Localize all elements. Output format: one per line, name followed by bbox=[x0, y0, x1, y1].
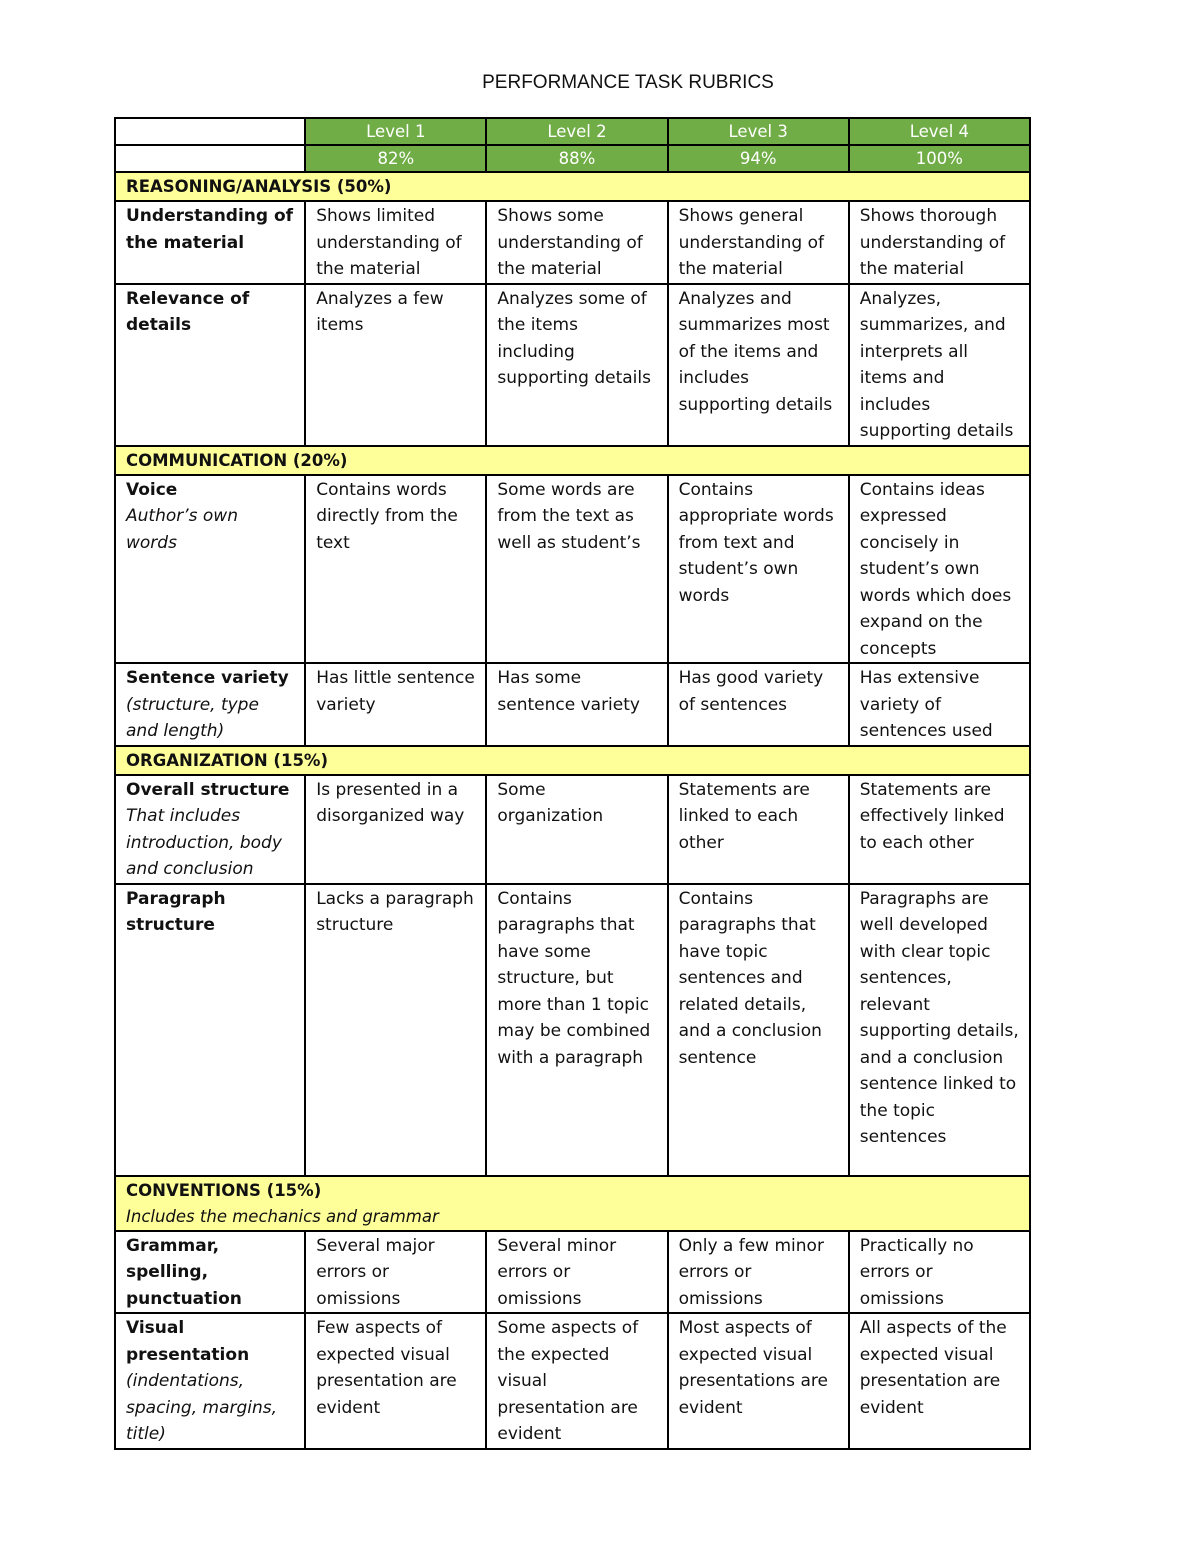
rubric-cell: Contains paragraphs that have topic sentences and related details, and a conclusion sentence bbox=[668, 884, 849, 1176]
level-name: Level 2 bbox=[486, 118, 667, 145]
rubric-cell: Paragraphs are well developed with clear topic sentences, relevant supporting details, and a conclusion sentence linked to the topic sentences bbox=[849, 884, 1030, 1176]
rubric-cell: Is presented in a disorganized way bbox=[305, 775, 486, 884]
table-row bbox=[115, 1313, 1030, 1449]
rubric-cell: Lacks a paragraph structure bbox=[305, 884, 486, 1176]
criterion-note: (indentations, spacing, margins, title) bbox=[126, 1371, 278, 1444]
rubric-cell: Only a few minor errors or omissions bbox=[668, 1231, 849, 1314]
rubric-cell: Shows limited understanding of the material bbox=[305, 201, 486, 284]
level-score: 94% bbox=[668, 145, 849, 172]
level-score: 88% bbox=[486, 145, 667, 172]
rubric-cell: Analyzes some of the items including supporting details bbox=[486, 284, 667, 446]
section-header bbox=[115, 1176, 1030, 1231]
rubric-cell: Some words are from the text as well as student’s bbox=[486, 475, 667, 664]
section-header bbox=[115, 746, 1030, 775]
rubric-cell: Statements are linked to each other bbox=[668, 775, 849, 884]
rubric-cell: Has good variety of sentences bbox=[668, 663, 849, 746]
rubric-cell: Practically no errors or omissions bbox=[849, 1231, 1030, 1314]
rubric-cell: Statements are effectively linked to each other bbox=[849, 775, 1030, 884]
table-row bbox=[115, 201, 1030, 284]
criterion-note: That includes introduction, body and conclusion bbox=[126, 806, 282, 879]
level-score: 82% bbox=[305, 145, 486, 172]
criterion-label: Overall structure bbox=[126, 779, 290, 800]
page-title: PERFORMANCE TASK RUBRICS bbox=[482, 72, 774, 93]
rubric-cell: Has extensive variety of sentences used bbox=[849, 663, 1030, 746]
rubric-cell: Contains appropriate words from text and student’s own words bbox=[668, 475, 849, 664]
rubric-cell: Has some sentence variety bbox=[486, 663, 667, 746]
section-title: REASONING/ANALYSIS (50%) bbox=[126, 177, 392, 196]
level-name-row bbox=[115, 118, 1030, 145]
criterion-label: Paragraph structure bbox=[126, 888, 226, 935]
rubric-cell: Some aspects of the expected visual presentation are evident bbox=[486, 1313, 667, 1449]
table-row bbox=[115, 284, 1030, 446]
rubric-cell: Contains ideas expressed concisely in student’s own words which does expand on the concepts bbox=[849, 475, 1030, 664]
level-name: Level 4 bbox=[849, 118, 1030, 145]
rubric-cell: Few aspects of expected visual presentation are evident bbox=[305, 1313, 486, 1449]
rubric-cell: Several minor errors or omissions bbox=[486, 1231, 667, 1314]
rubric-cell: Some organization bbox=[486, 775, 667, 884]
rubric-cell: Contains words directly from the text bbox=[305, 475, 486, 664]
criterion-label: Sentence variety bbox=[126, 668, 289, 688]
table-row bbox=[115, 475, 1030, 664]
corner-cell bbox=[115, 118, 305, 145]
rubric-cell: Contains paragraphs that have some structure, but more than 1 topic may be combined with a paragraph bbox=[486, 884, 667, 1176]
criterion-label: Grammar, spelling, punctuation bbox=[126, 1235, 242, 1309]
table-row bbox=[115, 663, 1030, 746]
rubric-table bbox=[114, 117, 1031, 1450]
section-header bbox=[115, 172, 1030, 201]
section-title: COMMUNICATION (20%) bbox=[126, 450, 348, 470]
rubric-cell: Has little sentence variety bbox=[305, 663, 486, 746]
table-row bbox=[115, 1231, 1030, 1314]
level-score-row bbox=[115, 145, 1030, 172]
criterion-label: Visual presentation bbox=[126, 1318, 250, 1365]
table-row bbox=[115, 775, 1030, 884]
section-subtitle: Includes the mechanics and grammar bbox=[126, 1206, 439, 1226]
rubric-cell: Shows some understanding of the material bbox=[486, 201, 667, 284]
rubric-cell: All aspects of the expected visual presentation are evident bbox=[849, 1313, 1030, 1449]
criterion-label: Understanding of the material bbox=[126, 206, 294, 253]
criterion-label: Relevance of details bbox=[126, 288, 250, 335]
criterion-label: Voice bbox=[126, 479, 178, 500]
section-title: ORGANIZATION (15%) bbox=[126, 750, 328, 770]
criterion-note: (structure, type and length) bbox=[126, 694, 259, 741]
rubric-cell: Shows thorough understanding of the material bbox=[849, 201, 1030, 284]
criterion-note: Author’s own words bbox=[126, 506, 238, 553]
rubric-cell: Several major errors or omissions bbox=[305, 1231, 486, 1314]
section-title: CONVENTIONS (15%) bbox=[126, 1180, 322, 1200]
corner-cell bbox=[115, 145, 305, 172]
rubric-cell: Shows general understanding of the material bbox=[668, 201, 849, 284]
rubric-cell: Analyzes a few items bbox=[305, 284, 486, 446]
level-name: Level 3 bbox=[668, 118, 849, 145]
level-name: Level 1 bbox=[305, 118, 486, 145]
section-header bbox=[115, 446, 1030, 475]
table-row bbox=[115, 884, 1030, 1176]
rubric-cell: Analyzes, summarizes, and interprets all items and includes supporting details bbox=[849, 284, 1030, 446]
level-score: 100% bbox=[849, 145, 1030, 172]
rubric-cell: Analyzes and summarizes most of the items and includes supporting details bbox=[668, 284, 849, 446]
rubric-cell: Most aspects of expected visual presentations are evident bbox=[668, 1313, 849, 1449]
